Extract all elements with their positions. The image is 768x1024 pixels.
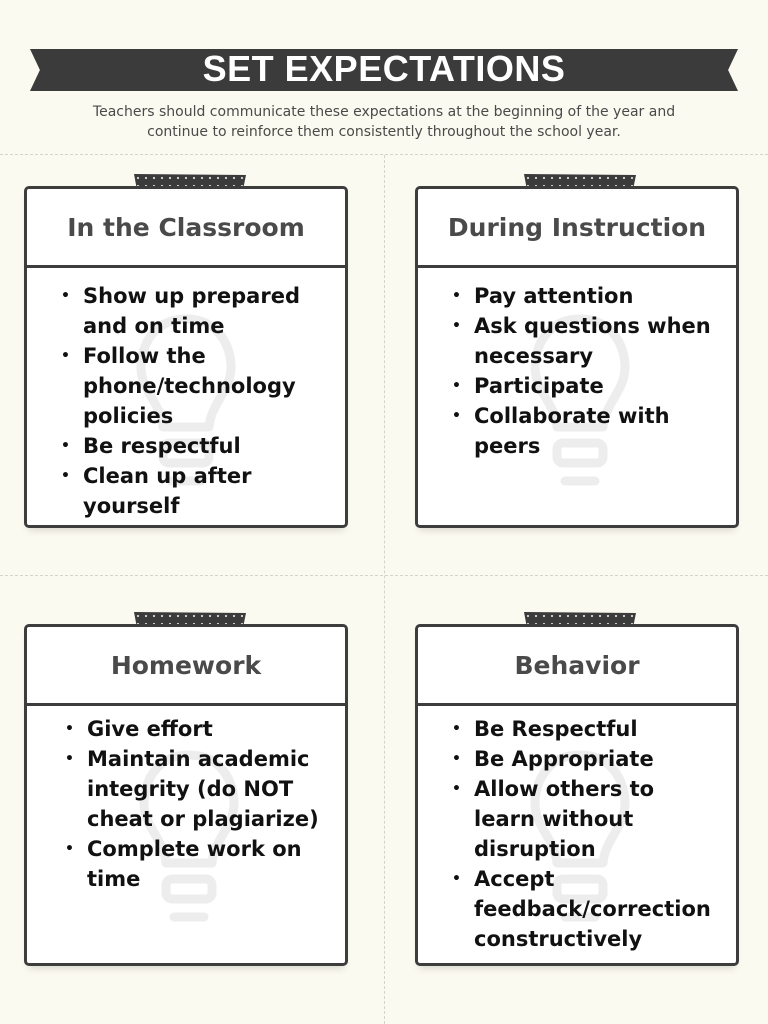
card-list — [27, 268, 345, 521]
list-item-text: Be Appropriate — [474, 747, 654, 771]
card-title: During Instruction — [447, 212, 707, 242]
card-header — [27, 627, 345, 706]
list-item-text: Pay attention — [474, 284, 634, 308]
list-item — [452, 714, 716, 744]
bullet-icon: • — [452, 781, 461, 797]
list-item-text: Participate — [474, 374, 604, 398]
bullet-icon: • — [452, 871, 461, 887]
bullet-icon: • — [452, 408, 461, 424]
list-item-text: Be respectful — [83, 434, 241, 458]
card-header — [418, 627, 736, 706]
list-item — [61, 461, 325, 521]
list-item-text: Clean up after yourself — [83, 464, 252, 518]
card-list — [418, 268, 736, 461]
list-item — [452, 864, 716, 954]
bullet-icon: • — [61, 438, 70, 454]
list-item-text: Follow the phone/technology policies — [83, 344, 296, 428]
list-item-text: Collaborate with peers — [474, 404, 670, 458]
bullet-icon: • — [452, 318, 461, 334]
bullet-icon: • — [452, 751, 461, 767]
list-item-text: Be Respectful — [474, 717, 638, 741]
card-list — [27, 706, 345, 894]
list-item-text: Give effort — [87, 717, 213, 741]
list-item — [65, 714, 325, 744]
card-title: In the Classroom — [67, 212, 305, 242]
list-item — [452, 401, 716, 461]
list-item — [61, 281, 325, 341]
list-item — [65, 744, 325, 834]
list-item-text: Maintain academic integrity (do NOT cheat or plagiarize) — [87, 747, 319, 831]
bullet-icon: • — [61, 288, 70, 304]
list-item — [61, 431, 325, 461]
card-instruction — [415, 186, 739, 528]
bullet-icon: • — [452, 378, 461, 394]
page-subtitle: Teachers should communicate these expectations at the beginning of the year and continue to reinforce them consistently throughout the school year. — [92, 104, 676, 140]
card-behavior — [415, 624, 739, 966]
list-item — [452, 371, 716, 401]
bullet-icon: • — [452, 288, 461, 304]
list-item-text: Ask questions when necessary — [474, 314, 711, 368]
list-item-text: Allow others to learn without disruption — [474, 777, 655, 861]
list-item-text: Show up prepared and on time — [83, 284, 300, 338]
list-item — [452, 311, 716, 371]
list-item — [452, 774, 716, 864]
list-item — [452, 744, 716, 774]
bullet-icon: • — [65, 841, 74, 857]
bullet-icon: • — [61, 348, 70, 364]
list-item — [61, 341, 325, 431]
card-title: Behavior — [514, 650, 640, 680]
list-item — [65, 834, 325, 894]
list-item-text: Accept feedback/correction constructively — [474, 867, 711, 951]
card-list — [418, 706, 736, 954]
list-item — [452, 281, 716, 311]
card-classroom — [24, 186, 348, 528]
divider-vertical — [384, 155, 385, 1024]
page-title: SET EXPECTATIONS — [202, 48, 566, 89]
bullet-icon: • — [61, 468, 70, 484]
card-header — [418, 189, 736, 268]
card-title: Homework — [110, 650, 262, 680]
bullet-icon: • — [65, 751, 74, 767]
list-item-text: Complete work on time — [87, 837, 302, 891]
bullet-icon: • — [65, 721, 74, 737]
card-homework — [24, 624, 348, 966]
card-header — [27, 189, 345, 268]
bullet-icon: • — [452, 721, 461, 737]
